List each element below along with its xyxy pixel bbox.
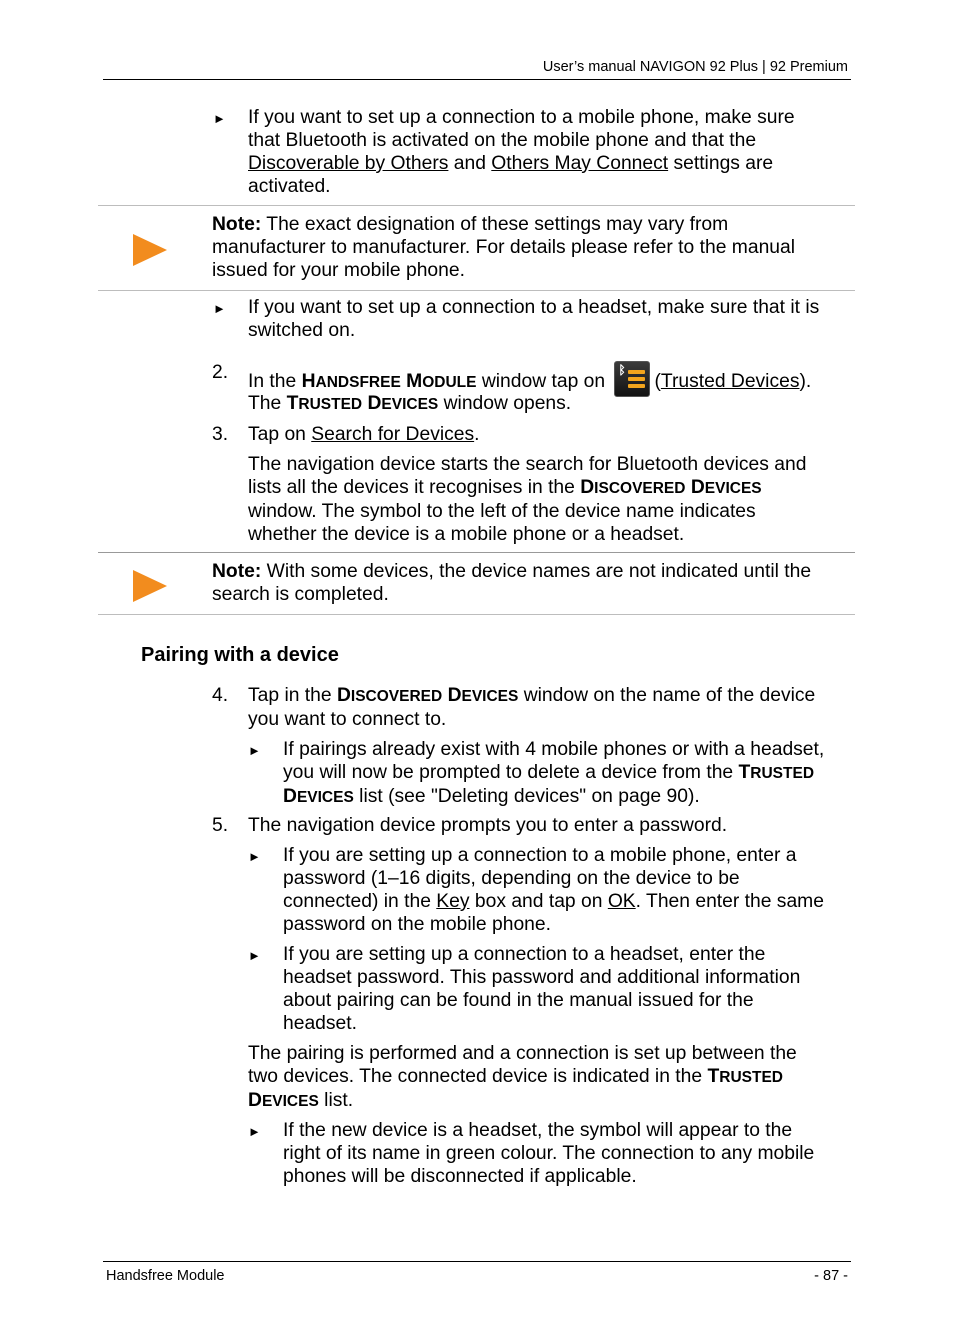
step-number: 3. [212, 424, 229, 445]
sub-bullet: If pairings already exist with 4 mobile phones or with a headset, you will now be prompted to delete a device from the TRUSTED DEVICES list (see "Deleting devices" on page 90). [283, 739, 825, 807]
note-arrow-icon [133, 570, 167, 602]
trusted-devices-icon[interactable]: ᛒ [614, 361, 650, 397]
header-rule [103, 79, 851, 80]
section-heading: Pairing with a device [141, 644, 339, 666]
note-divider [98, 290, 855, 291]
link-trusted-devices[interactable]: Trusted Devices [660, 371, 800, 392]
step-text: In the HANDSFREE MODULE window tap on ᛒ (Trusted Devices). [248, 361, 811, 397]
sub-bullet: If you are setting up a connection to a mobile phone, enter a password (1–16 digits, depending on the device to be connected) in the Key box and tap on OK. Then enter the same password on the mobile phone. [283, 845, 824, 935]
paragraph: If you want to set up a connection to a mobile phone, make sure that Bluetooth is activated on the mobile phone and that the Discoverable by Others and Others May Connect settings are activated. [248, 107, 795, 197]
step-text: The navigation device prompts you to enter a password. [248, 815, 728, 836]
footer-section: Handsfree Module [106, 1268, 225, 1284]
note-divider [98, 205, 855, 206]
bullet-icon: ► [248, 1124, 261, 1139]
step-number: 2. [212, 362, 229, 383]
link-ok[interactable]: OK [607, 891, 636, 912]
bullet-icon: ► [213, 301, 226, 316]
note-divider [98, 552, 855, 553]
running-header: User’s manual NAVIGON 92 Plus | 92 Premium [542, 59, 848, 75]
step-text: Tap in the DISCOVERED DEVICES window on the name of the device you want to connect to. [248, 685, 816, 730]
sub-bullet: If you are setting up a connection to a headset, enter the headset password. This password and additional information about pairing can be found in the manual issued for the headset. [283, 944, 801, 1034]
step-result: The TRUSTED DEVICES window opens. [248, 393, 572, 414]
paragraph: The navigation device starts the search for Bluetooth devices and lists all the devices it recognises in the DISCOVERED DEVICES window. The symbol to the left of the device name indicates whether the device is a mobile phone or a headset. [248, 454, 807, 545]
paragraph: The pairing is performed and a connection is set up between the two devices. The connected device is indicated in the TRUSTED DEVICES list. [248, 1043, 797, 1111]
note-arrow-icon [133, 234, 167, 266]
link-search-for-devices[interactable]: Search for Devices [311, 424, 475, 445]
link-others-may-connect[interactable]: Others May Connect [491, 153, 669, 174]
paragraph: If you want to set up a connection to a headset, make sure that it is switched on. [248, 297, 820, 341]
note-divider [98, 614, 855, 615]
bullet-icon: ► [248, 849, 261, 864]
step-number: 4. [212, 685, 229, 706]
step-text: Tap on Search for Devices. [248, 424, 480, 445]
bullet-icon: ► [248, 743, 261, 758]
link-discoverable-by-others[interactable]: Discoverable by Others [248, 153, 449, 174]
sub-bullet: If the new device is a headset, the symbol will appear to the right of its name in green colour. The connection to any mobile phones will be disconnected if applicable. [283, 1120, 815, 1187]
note: Note: With some devices, the device names are not indicated until the search is completed. [212, 561, 812, 605]
footer-rule [103, 1261, 851, 1262]
note: Note: The exact designation of these settings may vary from manufacturer to manufacturer. For details please refer to the manual issued for your mobile phone. [212, 214, 796, 281]
bullet-icon: ► [213, 111, 226, 126]
step-number: 5. [212, 815, 229, 836]
bullet-icon: ► [248, 948, 261, 963]
link-key[interactable]: Key [436, 891, 470, 912]
page-number: - 87 - [814, 1268, 848, 1284]
